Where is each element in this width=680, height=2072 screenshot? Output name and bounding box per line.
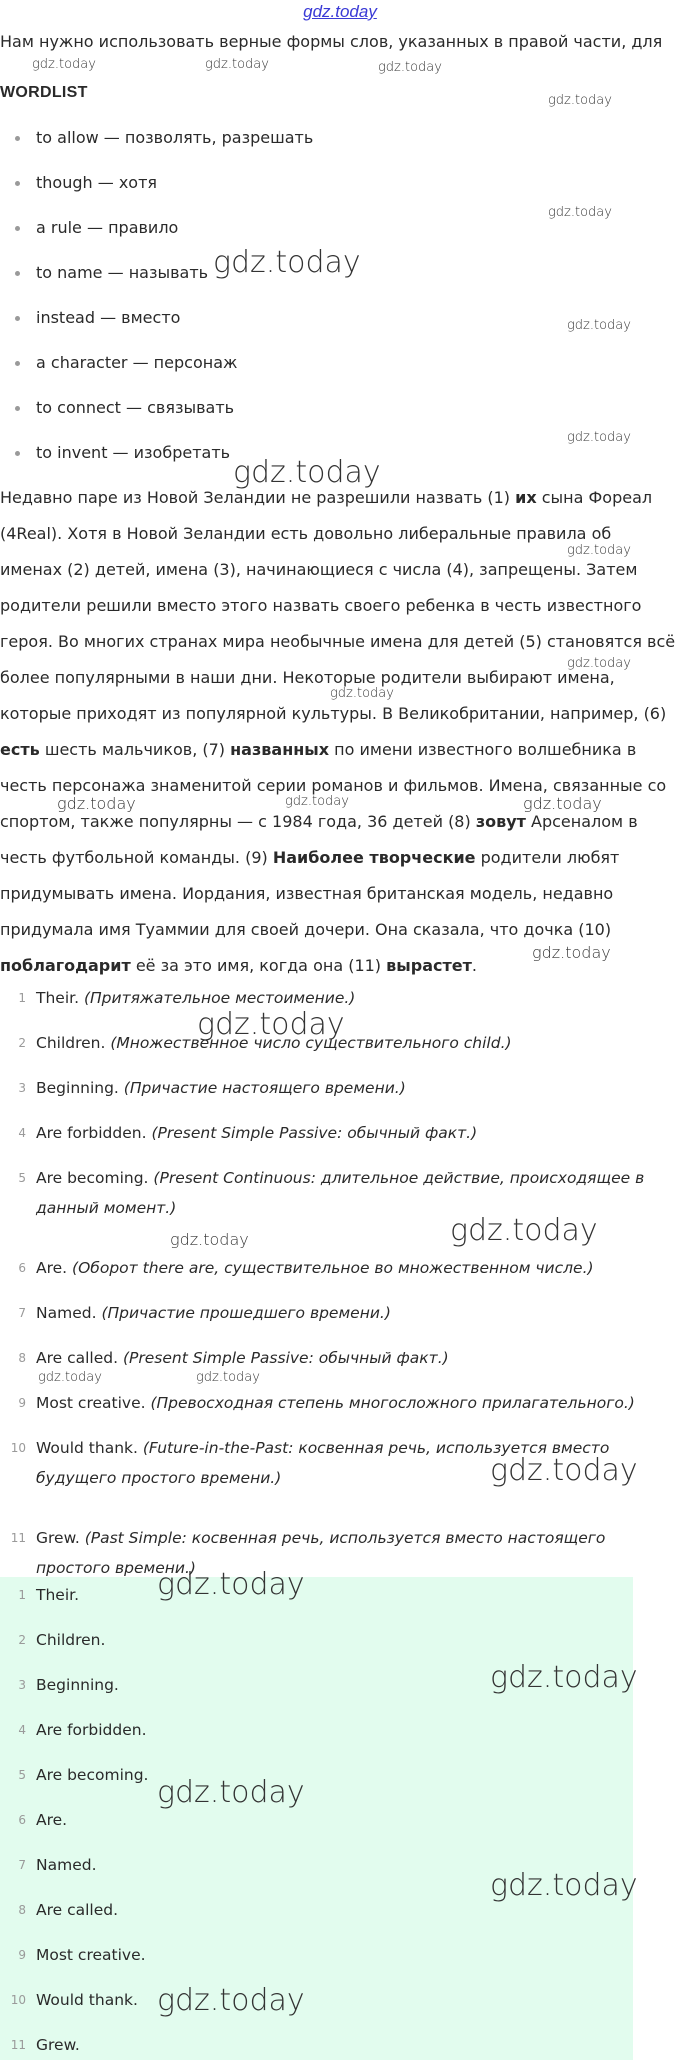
watermark: gdz.today <box>523 794 602 813</box>
paragraph-bold-word: названных <box>230 740 330 759</box>
paragraph-text: её за это имя, когда она (11) <box>130 956 387 975</box>
answer-note: (Present Continuous: длительное действие, происходящее в данный момент.) <box>36 1169 645 1217</box>
answer-text: Would thank. <box>36 1439 138 1457</box>
paragraph-text: родители любят придумывать имена. Иордания, известная британская модель, недавно придумала имя Туаммии для своей дочери. Она сказала, что дочка (10) <box>0 848 620 939</box>
answer-text: Are called. <box>36 1901 119 1919</box>
answer-text: Would thank. <box>36 1991 138 2009</box>
answer-note: (Present Simple Passive: обычный факт.) <box>151 1124 478 1142</box>
answer-item <box>0 1118 680 1163</box>
watermark: gdz.today <box>157 1983 305 2018</box>
answers-short-list <box>0 1577 680 2072</box>
paragraph-bold-word: зовут <box>475 812 526 831</box>
wordlist-item <box>0 353 680 398</box>
answer-note: (Present Simple Passive: обычный факт.) <box>122 1349 449 1367</box>
answer-text: Their. <box>36 1586 80 1604</box>
wordlist-item-text: to connect — связывать <box>36 398 235 417</box>
answer-number: 4 <box>18 1126 26 1140</box>
answer-note: (Притяжательное местоимение.) <box>83 989 356 1007</box>
answer-number: 11 <box>10 1531 26 1545</box>
bullet-icon <box>15 406 20 411</box>
answer-text: Are forbidden. <box>36 1721 147 1739</box>
answer-number: 6 <box>18 1261 26 1275</box>
answer-note: (Future-in-the-Past: косвенная речь, используется вместо будущего простого времени.) <box>36 1439 610 1487</box>
wordlist-item-text: instead — вместо <box>36 308 181 327</box>
answer-text: Grew. <box>36 1529 80 1547</box>
paragraph-bold-word: их <box>515 488 537 507</box>
answer-number: 5 <box>18 1768 26 1782</box>
answer-text: Children. <box>36 1631 106 1649</box>
paragraph-text: . <box>471 956 477 975</box>
intro-text: Нам нужно использовать верные формы слов, указанных в правой части, для <box>0 32 663 51</box>
watermark: gdz.today <box>567 656 631 671</box>
paragraph-text: Арсеналом в честь футбольной команды. (9) <box>0 812 638 867</box>
answer-item <box>0 1343 680 1388</box>
answer-text: Named. <box>36 1856 97 1874</box>
watermark: gdz.today <box>490 1453 638 1488</box>
answer-number: 8 <box>18 1351 26 1365</box>
answer-text: Are. <box>36 1811 68 1829</box>
answer-number: 3 <box>18 1081 26 1095</box>
bullet-icon <box>15 316 20 321</box>
answer-text: Most creative. <box>36 1946 146 1964</box>
answer-item <box>0 1757 680 1802</box>
answer-number: 3 <box>18 1678 26 1692</box>
watermark: gdz.today <box>38 1370 102 1385</box>
answer-note: (Причастие прошедшего времени.) <box>101 1304 391 1322</box>
wordlist-item-text: a rule — правило <box>36 218 179 237</box>
answer-item <box>0 1388 680 1433</box>
paragraph-text: сына Фореал (4Real). Хотя в Новой Зеландии есть довольно либеральные правила об именах (2) детей, имена (3), начинающиеся с числа (4), запрещены. Затем родители решили вместо этого назвать своего ребенка в честь известного героя. Во многих странах мира необычные имена для детей (5) становятся всё более популярными в наши дни. Некоторые родители выбирают имена, которые приходят из популярной культуры. В Великобритании, например, (6) <box>0 488 676 723</box>
paragraph-bold-word: поблагодарит <box>0 956 131 975</box>
answers-explained-list <box>0 983 680 1613</box>
bullet-icon <box>15 136 20 141</box>
answer-note: (Причастие настоящего времени.) <box>123 1079 406 1097</box>
answer-text: Are becoming. <box>36 1169 149 1187</box>
answer-note: (Past Simple: косвенная речь, используется вместо настоящего простого времени.) <box>36 1529 606 1577</box>
answer-number: 10 <box>10 1993 26 2007</box>
watermark: gdz.today <box>548 205 612 220</box>
bullet-icon <box>15 451 20 456</box>
watermark: gdz.today <box>197 1007 345 1042</box>
wordlist-item-text: though — хотя <box>36 173 158 192</box>
watermark: gdz.today <box>157 1775 305 1810</box>
answer-text: Are. <box>36 1259 68 1277</box>
watermark: gdz.today <box>548 93 612 108</box>
watermark: gdz.today <box>32 57 96 72</box>
watermark: gdz.today <box>233 455 381 490</box>
answer-note: (Множественное число существительного child.) <box>110 1034 512 1052</box>
answer-item <box>0 1073 680 1118</box>
answer-number: 5 <box>18 1171 26 1185</box>
answer-number: 1 <box>18 991 26 1005</box>
wordlist-item <box>0 128 680 173</box>
answer-text: Beginning. <box>36 1676 119 1694</box>
wordlist-item-text: to name — называть <box>36 263 209 282</box>
paragraph-text: по имени известного волшебника в честь персонажа знаменитой серии романов и фильмов. Имена, связанные со спортом, также популярны — с 1984 года, 36 детей (8) <box>0 740 667 831</box>
answer-item <box>0 1298 680 1343</box>
site-logo[interactable]: gdz.today <box>303 2 377 21</box>
answer-number: 4 <box>18 1723 26 1737</box>
answer-number: 1 <box>18 1588 26 1602</box>
answer-item <box>0 1937 680 1982</box>
answer-number: 8 <box>18 1903 26 1917</box>
paragraph-bold-word: вырастет <box>386 956 472 975</box>
answer-item <box>0 1802 680 1847</box>
answer-note: (Превосходная степень многосложного прилагательного.) <box>150 1394 635 1412</box>
watermark: gdz.today <box>57 794 136 813</box>
answer-number: 2 <box>18 1633 26 1647</box>
answer-text: Are called. <box>36 1349 119 1367</box>
bullet-icon <box>15 361 20 366</box>
paragraph-bold-word: Наиболее творческие <box>272 848 476 867</box>
answer-text: Are becoming. <box>36 1766 149 1784</box>
wordlist-item-text: a character — персонаж <box>36 353 238 372</box>
answer-text: Grew. <box>36 2036 80 2054</box>
watermark: gdz.today <box>490 1660 638 1695</box>
answer-text: Are forbidden. <box>36 1124 147 1142</box>
bullet-icon <box>15 226 20 231</box>
answer-text: Most creative. <box>36 1394 146 1412</box>
bullet-icon <box>15 181 20 186</box>
answer-item <box>0 1712 680 1757</box>
answer-note: (Оборот there are, существительное во множественном числе.) <box>72 1259 594 1277</box>
watermark: gdz.today <box>285 794 349 809</box>
answer-text: Children. <box>36 1034 106 1052</box>
watermark: gdz.today <box>378 60 442 75</box>
answer-number: 7 <box>18 1858 26 1872</box>
paragraph-bold-word: есть <box>0 740 40 759</box>
wordlist-heading: WORDLIST <box>0 84 88 101</box>
watermark: gdz.today <box>567 430 631 445</box>
answer-number: 11 <box>10 2038 26 2052</box>
answer-number: 6 <box>18 1813 26 1827</box>
answer-number: 10 <box>10 1441 26 1455</box>
answer-number: 2 <box>18 1036 26 1050</box>
answer-number: 7 <box>18 1306 26 1320</box>
wordlist-item-text: to invent — изобретать <box>36 443 231 462</box>
watermark: gdz.today <box>170 1230 249 1249</box>
answer-text: Named. <box>36 1304 97 1322</box>
watermark: gdz.today <box>157 1567 305 1602</box>
watermark: gdz.today <box>532 943 611 962</box>
watermark: gdz.today <box>490 1868 638 1903</box>
watermark: gdz.today <box>196 1370 260 1385</box>
watermark: gdz.today <box>450 1213 598 1248</box>
watermark: gdz.today <box>567 543 631 558</box>
answer-text: Their. <box>36 989 80 1007</box>
answer-number: 9 <box>18 1396 26 1410</box>
watermark: gdz.today <box>205 57 269 72</box>
answer-item <box>0 1253 680 1298</box>
answer-item <box>0 1577 680 1622</box>
watermark: gdz.today <box>213 245 361 280</box>
answer-text: Beginning. <box>36 1079 119 1097</box>
watermark: gdz.today <box>330 686 394 701</box>
bullet-icon <box>15 271 20 276</box>
watermark: gdz.today <box>567 318 631 333</box>
answer-item <box>0 1982 680 2027</box>
paragraph-text: Недавно паре из Новой Зеландии не разрешили назвать (1) <box>0 488 516 507</box>
answer-number: 9 <box>18 1948 26 1962</box>
paragraph-text: шесть мальчиков, (7) <box>39 740 231 759</box>
wordlist-item-text: to allow — позволять, разрешать <box>36 128 314 147</box>
answer-item <box>0 2027 680 2072</box>
